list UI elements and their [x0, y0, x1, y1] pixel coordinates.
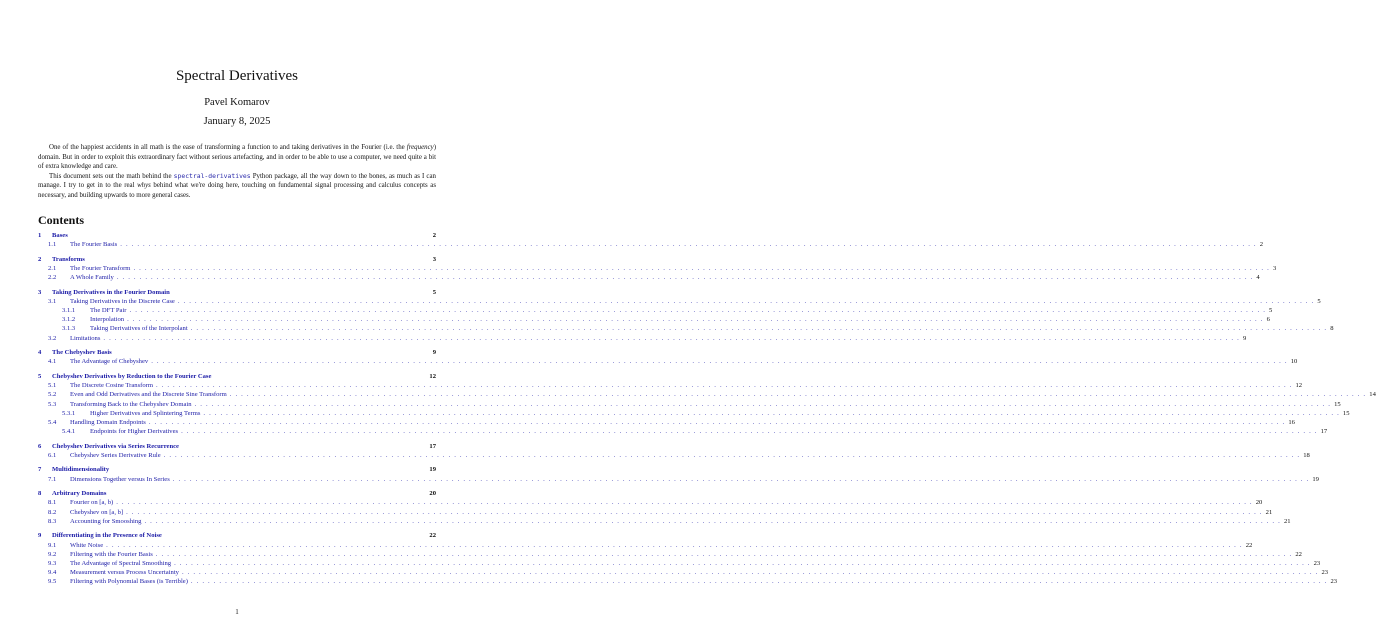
toc-entry-number: 9.1 [48, 541, 57, 549]
toc-entry-number: 7.1 [48, 475, 57, 483]
toc-section-entry[interactable] [38, 373, 436, 382]
toc-leader-dots: . . . . . . . . . . . . . . . . . . . . . . . . . . . . . . . . . . . . . . . . . . . . . . . . . . . . . . . . . . . . . . . . . . . . . . . . . . . . . . . . . . . . . . . . . . . . . . . . . . . . . . . . . . . . . . . . . . . . . . . . . . . . . . . . . . . . . . . . . . . . . . . . . . . . . . . . . . . . . . . . . . . . . . . . . . . . . . . . . . . . . . . . . . . . . . . . . . . . . . . . [177, 297, 1315, 305]
toc-subsection-entry[interactable] [38, 264, 1277, 274]
toc-entry-page: 22 [429, 532, 436, 540]
toc-entry-page: 5 [1269, 307, 1273, 315]
toc-entry-number: 1 [38, 232, 42, 239]
toc-entry-page: 9 [432, 349, 436, 357]
toc-entry-label: Interpolation [90, 316, 125, 324]
toc-entry-number: 9.2 [48, 550, 57, 558]
toc-leader-dots: . . . . . . . . . . . . . . . . . . . . . . . . . . . . . . . . . . . . . . . . . . . . . . . . . . . . . . . . . . . . . . . . . . . . . . . . . . . . . . . . . . . . . . . . . . . . . . . . . . . . . . . . . . . . . . . . . . . . . . . . . . . . . . . . . . . . . . . . . . . . . . . . . . . . . . . . . . . . . . . . . . . . . . . . . . . . . . . . . . . . . . . . . . . . . . . . . . . . . . . . [127, 316, 1264, 324]
toc-entry-number: 9.3 [48, 559, 57, 567]
toc-leader-dots: . . . . . . . . . . . . . . . . . . . . . . . . . . . . . . . . . . . . . . . . . . . . . . . . . . . . . . . . . . . . . . . . . . . . . . . . . . . . . . . . . . . . . . . . . . . . . . . . . . . . . . . . . . . . . . . . . . . . . . . . . . . . . . . . . . . . . . . . . . . . . . . . . . . . . . . . . . . . . . . . . . . . . . . . . . . . . . . . . . . . . . . . . . . . . . . . . . . . . . . . [151, 358, 1288, 366]
abstract-paragraph-2 [38, 172, 436, 201]
toc-leader-dots: . . . . . . . . . . . . . . . . . . . . . . . . . . . . . . . . . . . . . . . . . . . . . . . . . . . . . . . . . . . . . . . . . . . . . . . . . . . . . . . . . . . . . . . . . . . . . . . . . . . . . . . . . . . . . . . . . . . . . . . . . . . . . . . . . . . . . . . . . . . . . . . . . . . . . . . . . . . . . . . . . . . . . . . . . . . . . . . . . . . . . . . . . . . . . . . . . . . . . . . . [148, 418, 1286, 426]
toc-entry-page: 21 [1283, 517, 1291, 525]
toc-entry-page: 22 [1295, 550, 1302, 558]
toc-entry-number: 6 [38, 442, 42, 450]
toc-entry-page: 18 [1303, 451, 1310, 459]
toc-entry-page: 19 [429, 466, 436, 474]
page-number: 1 [235, 608, 239, 616]
toc-section-entry[interactable] [38, 532, 436, 541]
toc-leader-dots: . . . . . . . . . . . . . . . . . . . . . . . . . . . . . . . . . . . . . . . . . . . . . . . . . . . . . . . . . . . . . . . . . . . . . . . . . . . . . . . . . . . . . . . . . . . . . . . . . . . . . . . . . . . . . . . . . . . . . . . . . . . . . . . . . . . . . . . . . . . . . . . . . . . . . . . . . . . . . . . . . . . . . . . . . . . . . . . . . . . . . . . . . . . . . . . . . . . . . . . . [174, 559, 1311, 567]
toc-entry-label: Chebyshev Series Derivative Rule [70, 451, 161, 459]
toc-entry-page: 12 [1295, 382, 1303, 390]
toc-entry-page: 3 [1272, 264, 1277, 272]
toc-entry-label: Filtering with the Fourier Basis [70, 550, 153, 558]
toc-entry-page: 20 [1255, 499, 1263, 507]
toc-subsection-entry[interactable] [38, 541, 1253, 551]
toc-leader-dots: . . . . . . . . . . . . . . . . . . . . . . . . . . . . . . . . . . . . . . . . . . . . . . . . . . . . . . . . . . . . . . . . . . . . . . . . . . . . . . . . . . . . . . . . . . . . . . . . . . . . . . . . . . . . . . . . . . . . . . . . . . . . . . . . . . . . . . . . . . . . . . . . . . . . . . . . . . . . . . . . . . . . . . . . . . . . . . . . . . . . . . . . . . . . . . . . . . . . . . . . [172, 475, 1310, 483]
toc-subsection-entry[interactable] [38, 307, 1273, 316]
toc-subsection-entry[interactable] [38, 475, 1319, 485]
toc-subsection-entry[interactable] [38, 578, 1338, 587]
toc-entry-page: 12 [429, 373, 436, 380]
toc-subsection-entry[interactable] [38, 418, 1295, 428]
toc-entry-label: Handling Domain Endpoints [70, 418, 146, 426]
toc-entry-label: Fourier on [a, b) [70, 499, 114, 507]
toc-entry-label: Bases [52, 232, 68, 239]
toc-entry-number: 2.2 [48, 274, 57, 282]
toc-entry-page: 15 [1342, 409, 1350, 417]
toc-entry-number: 5.3.1 [62, 409, 76, 417]
toc-entry-number: 3.1 [48, 297, 57, 305]
abstract-text: Python package, all the way down to the bones, as much as I can manage. I try to get in to the real [38, 172, 436, 190]
toc-entry-page: 14 [1369, 391, 1376, 399]
toc-leader-dots: . . . . . . . . . . . . . . . . . . . . . . . . . . . . . . . . . . . . . . . . . . . . . . . . . . . . . . . . . . . . . . . . . . . . . . . . . . . . . . . . . . . . . . . . . . . . . . . . . . . . . . . . . . . . . . . . . . . . . . . . . . . . . . . . . . . . . . . . . . . . . . . . . . . . . . . . . . . . . . . . . . . . . . . . . . . . . . . . . . . . . . . . . . . . . . . . . . . . . . . . [203, 409, 1340, 417]
toc-entry-number: 5.4.1 [62, 428, 76, 436]
toc-section-entry[interactable] [38, 466, 436, 475]
toc-leader-dots: . . . . . . . . . . . . . . . . . . . . . . . . . . . . . . . . . . . . . . . . . . . . . . . . . . . . . . . . . . . . . . . . . . . . . . . . . . . . . . . . . . . . . . . . . . . . . . . . . . . . . . . . . . . . . . . . . . . . . . . . . . . . . . . . . . . . . . . . . . . . . . . . . . . . . . . . . . . . . . . . . . . . . . . . . . . . . . . . . . . . . . . . . . . . . . . . . . . . . . . . [190, 578, 1328, 586]
paper-date: January 8, 2025 [203, 116, 271, 127]
toc-subsection-entry[interactable] [38, 316, 1270, 325]
toc-leader-dots: . . . . . . . . . . . . . . . . . . . . . . . . . . . . . . . . . . . . . . . . . . . . . . . . . . . . . . . . . . . . . . . . . . . . . . . . . . . . . . . . . . . . . . . . . . . . . . . . . . . . . . . . . . . . . . . . . . . . . . . . . . . . . . . . . . . . . . . . . . . . . . . . . . . . . . . . . . . . . . . . . . . . . . . . . . . . . . . . . . . . . . . . . . . . . . . . . . . . . . . . [126, 508, 1263, 516]
toc-entry-label: Multidimensionality [52, 466, 110, 474]
abstract-emphasis: frequency [406, 144, 434, 151]
toc-entry-number: 7 [38, 466, 42, 474]
toc-entry-label: The Advantage of Spectral Smoothing [70, 559, 172, 567]
toc-entry-label: Taking Derivatives of the Interpolant [90, 325, 188, 333]
toc-entry-number: 8 [38, 490, 42, 498]
toc-entry-number: 2.1 [48, 264, 57, 272]
toc-entry-number: 9.5 [48, 578, 57, 586]
toc-entry-number: 3 [38, 288, 42, 296]
toc-entry-number: 5.4 [48, 418, 57, 426]
toc-entry-label: The Chebyshev Basis [52, 349, 112, 357]
toc-entry-label: Chebyshev on [a, b] [70, 508, 124, 516]
toc-leader-dots: . . . . . . . . . . . . . . . . . . . . . . . . . . . . . . . . . . . . . . . . . . . . . . . . . . . . . . . . . . . . . . . . . . . . . . . . . . . . . . . . . . . . . . . . . . . . . . . . . . . . . . . . . . . . . . . . . . . . . . . . . . . . . . . . . . . . . . . . . . . . . . . . . . . . . . . . . . . . . . . . . . . . . . . . . . . . . . . . . . . . . . . . . . . . . . . . . . . . . . . . [181, 569, 1319, 577]
toc-entry-label: Chebyshev Derivatives via Series Recurrence [52, 442, 179, 450]
toc-subsection-entry[interactable] [38, 409, 1350, 419]
toc-section-entry[interactable] [38, 443, 436, 452]
toc-entry-number: 9 [38, 532, 42, 540]
toc-entry-page: 23 [1321, 569, 1329, 577]
abstract-text: One of the happiest accidents in all math is the ease of transforming a function to and taking derivatives in the Fourier (i.e. the [49, 144, 407, 151]
table-of-contents [38, 232, 1376, 588]
toc-entry-number: 2 [38, 255, 42, 263]
toc-entry-number: 5.2 [48, 391, 57, 399]
toc-subsection-entry[interactable] [38, 382, 1303, 391]
toc-entry-label: The Advantage of Chebyshev [70, 358, 149, 366]
toc-entry-page: 23 [1313, 559, 1321, 567]
paper-author: Pavel Komarov [204, 97, 270, 108]
toc-entry-label: Taking Derivatives in the Fourier Domain [52, 288, 170, 296]
toc-entry-page: 9 [1242, 334, 1247, 342]
toc-entry-label: Differentiating in the Presence of Noise [52, 532, 162, 540]
toc-entry-label: Measurement versus Process Uncertainty [70, 569, 179, 577]
toc-entry-label: Limitations [70, 334, 101, 342]
toc-leader-dots: . . . . . . . . . . . . . . . . . . . . . . . . . . . . . . . . . . . . . . . . . . . . . . . . . . . . . . . . . . . . . . . . . . . . . . . . . . . . . . . . . . . . . . . . . . . . . . . . . . . . . . . . . . . . . . . . . . . . . . . . . . . . . . . . . . . . . . . . . . . . . . . . . . . . . . . . . . . . . . . . . . . . . . . . . . . . . . . . . . . . . . . . . . . . . . . . . . . . . . . . [133, 264, 1270, 272]
toc-leader-dots: . . . . . . . . . . . . . . . . . . . . . . . . . . . . . . . . . . . . . . . . . . . . . . . . . . . . . . . . . . . . . . . . . . . . . . . . . . . . . . . . . . . . . . . . . . . . . . . . . . . . . . . . . . . . . . . . . . . . . . . . . . . . . . . . . . . . . . . . . . . . . . . . . . . . . . . . . . . . . . . . . . . . . . . . . . . . . . . . . . . . . . . . . . . . . . . . . . . . . . . . [120, 241, 1257, 249]
toc-entry-label: The Discrete Cosine Transform [70, 382, 153, 390]
abstract-text: ) domain. But in order to exploit this extraordinary fact without serious artefacting, and in order to be able to use a computer, we need quite a bit of extra knowledge and care. [38, 144, 436, 171]
toc-section-entry[interactable] [38, 490, 436, 499]
toc-entry-page: 6 [1266, 316, 1270, 324]
toc-entry-page: 22 [1245, 541, 1253, 549]
toc-section-entry[interactable] [38, 289, 436, 298]
toc-subsection-entry[interactable] [38, 241, 1264, 250]
toc-entry-number: 3.1.1 [62, 307, 76, 315]
toc-leader-dots: . . . . . . . . . . . . . . . . . . . . . . . . . . . . . . . . . . . . . . . . . . . . . . . . . . . . . . . . . . . . . . . . . . . . . . . . . . . . . . . . . . . . . . . . . . . . . . . . . . . . . . . . . . . . . . . . . . . . . . . . . . . . . . . . . . . . . . . . . . . . . . . . . . . . . . . . . . . . . . . . . . . . . . . . . . . . . . . . . . . . . . . . . . . . . . . . . . . . . . . . [116, 499, 1253, 507]
toc-entry-label: Accounting for Smooshing [70, 517, 142, 525]
package-name-link[interactable]: spectral-derivatives [173, 171, 251, 180]
toc-entry-label: Arbitrary Domains [52, 490, 107, 498]
toc-entry-page: 15 [1334, 400, 1341, 408]
toc-subsection-entry[interactable] [38, 508, 1273, 518]
toc-entry-number: 3.2 [48, 334, 57, 342]
toc-entry-label: A Whole Family [70, 274, 114, 282]
toc-entry-label: The Fourier Transform [70, 264, 131, 272]
toc-entry-number: 6.1 [48, 451, 57, 459]
toc-entry-label: The DFT Pair [90, 307, 127, 315]
toc-entry-number: 4.1 [48, 358, 57, 366]
toc-subsection-entry[interactable] [38, 325, 1334, 334]
toc-entry-label: Transforming Back to the Chebyshev Domain [70, 400, 192, 408]
toc-entry-page: 2 [1259, 241, 1264, 249]
toc-leader-dots: . . . . . . . . . . . . . . . . . . . . . . . . . . . . . . . . . . . . . . . . . . . . . . . . . . . . . . . . . . . . . . . . . . . . . . . . . . . . . . . . . . . . . . . . . . . . . . . . . . . . . . . . . . . . . . . . . . . . . . . . . . . . . . . . . . . . . . . . . . . . . . . . . . . . . . . . . . . . . . . . . . . . . . . . . . . . . . . . . . . . . . . . . . . . . . . . . . . . . . . . [181, 428, 1318, 436]
toc-subsection-entry[interactable] [38, 569, 1329, 578]
toc-entry-page: 5 [1317, 297, 1321, 305]
toc-subsection-entry[interactable] [38, 499, 1263, 508]
toc-entry-number: 5 [38, 373, 42, 380]
paper-title: Spectral Derivatives [175, 68, 299, 84]
toc-entry-label: Higher Derivatives and Splintering Terms [90, 409, 201, 417]
toc-entry-page: 3 [432, 255, 436, 263]
toc-subsection-entry[interactable] [38, 517, 1291, 527]
abstract-paragraph-1 [38, 143, 436, 172]
toc-subsection-entry[interactable] [38, 297, 1321, 307]
toc-entry-page: 2 [432, 232, 436, 239]
toc-entry-number: 3.1.2 [62, 316, 76, 324]
toc-leader-dots: . . . . . . . . . . . . . . . . . . . . . . . . . . . . . . . . . . . . . . . . . . . . . . . . . . . . . . . . . . . . . . . . . . . . . . . . . . . . . . . . . . . . . . . . . . . . . . . . . . . . . . . . . . . . . . . . . . . . . . . . . . . . . . . . . . . . . . . . . . . . . . . . . . . . . . . . . . . . . . . . . . . . . . . . . . . . . . . . . . . . . . . . . . . . . . . . . . . . . . . . [155, 382, 1293, 390]
toc-entry-page: 16 [1288, 418, 1295, 426]
toc-entry-page: 17 [1320, 428, 1328, 436]
toc-subsection-entry[interactable] [38, 559, 1321, 569]
toc-entry-page: 8 [1330, 325, 1334, 333]
toc-subsection-entry[interactable] [38, 400, 1341, 410]
toc-entry-number: 9.4 [48, 569, 57, 577]
toc-subsection-entry[interactable] [38, 451, 1310, 461]
contents-heading: Contents [38, 213, 85, 227]
toc-entry-page: 19 [1312, 475, 1319, 483]
toc-leader-dots: . . . . . . . . . . . . . . . . . . . . . . . . . . . . . . . . . . . . . . . . . . . . . . . . . . . . . . . . . . . . . . . . . . . . . . . . . . . . . . . . . . . . . . . . . . . . . . . . . . . . . . . . . . . . . . . . . . . . . . . . . . . . . . . . . . . . . . . . . . . . . . . . . . . . . . . . . . . . . . . . . . . . . . . . . . . . . . . . . . . . . . . . . . . . . . . . . . . . . . . . [103, 334, 1240, 342]
toc-entry-page: 20 [429, 490, 436, 498]
toc-entry-page: 4 [1256, 274, 1260, 282]
toc-entry-label: Filtering with Polynomial Bases (is Terrible) [70, 578, 188, 586]
toc-entry-label: Endpoints for Higher Derivatives [90, 428, 179, 436]
toc-leader-dots: . . . . . . . . . . . . . . . . . . . . . . . . . . . . . . . . . . . . . . . . . . . . . . . . . . . . . . . . . . . . . . . . . . . . . . . . . . . . . . . . . . . . . . . . . . . . . . . . . . . . . . . . . . . . . . . . . . . . . . . . . . . . . . . . . . . . . . . . . . . . . . . . . . . . . . . . . . . . . . . . . . . . . . . . . . . . . . . . . . . . . . . . . . . . . . . . . . . . . . . . [229, 391, 1367, 399]
abstract [38, 143, 436, 201]
toc-subsection-entry[interactable] [38, 334, 1247, 344]
toc-entry-label: The Fourier Basis [70, 241, 118, 249]
toc-entry-number: 5.1 [48, 382, 57, 390]
toc-leader-dots: . . . . . . . . . . . . . . . . . . . . . . . . . . . . . . . . . . . . . . . . . . . . . . . . . . . . . . . . . . . . . . . . . . . . . . . . . . . . . . . . . . . . . . . . . . . . . . . . . . . . . . . . . . . . . . . . . . . . . . . . . . . . . . . . . . . . . . . . . . . . . . . . . . . . . . . . . . . . . . . . . . . . . . . . . . . . . . . . . . . . . . . . . . . . . . . . . . . . . . . . [106, 541, 1243, 549]
toc-leader-dots: . . . . . . . . . . . . . . . . . . . . . . . . . . . . . . . . . . . . . . . . . . . . . . . . . . . . . . . . . . . . . . . . . . . . . . . . . . . . . . . . . . . . . . . . . . . . . . . . . . . . . . . . . . . . . . . . . . . . . . . . . . . . . . . . . . . . . . . . . . . . . . . . . . . . . . . . . . . . . . . . . . . . . . . . . . . . . . . . . . . . . . . . . . . . . . . . . . . . . . . . [116, 274, 1254, 282]
toc-subsection-entry[interactable] [38, 274, 1260, 283]
toc-entry-page: 17 [429, 442, 436, 450]
toc-entry-label: Taking Derivatives in the Discrete Case [70, 297, 175, 305]
toc-leader-dots: . . . . . . . . . . . . . . . . . . . . . . . . . . . . . . . . . . . . . . . . . . . . . . . . . . . . . . . . . . . . . . . . . . . . . . . . . . . . . . . . . . . . . . . . . . . . . . . . . . . . . . . . . . . . . . . . . . . . . . . . . . . . . . . . . . . . . . . . . . . . . . . . . . . . . . . . . . . . . . . . . . . . . . . . . . . . . . . . . . . . . . . . . . . . . . . . . . . . . . . . [155, 550, 1293, 558]
toc-section-entry[interactable] [38, 256, 436, 265]
toc-entry-number: 3.1.3 [62, 325, 76, 333]
toc-entry-label: Even and Odd Derivatives and the Discrete Sine Transform [70, 391, 227, 399]
abstract-text: behind what we're doing here, touching on fundamental signal processing and calculus concepts as necessary, and building upwards to more general cases. [38, 182, 436, 199]
toc-entry-page: 23 [1330, 578, 1338, 586]
toc-leader-dots: . . . . . . . . . . . . . . . . . . . . . . . . . . . . . . . . . . . . . . . . . . . . . . . . . . . . . . . . . . . . . . . . . . . . . . . . . . . . . . . . . . . . . . . . . . . . . . . . . . . . . . . . . . . . . . . . . . . . . . . . . . . . . . . . . . . . . . . . . . . . . . . . . . . . . . . . . . . . . . . . . . . . . . . . . . . . . . . . . . . . . . . . . . . . . . . . . . . . . . . . [194, 400, 1332, 408]
toc-subsection-entry[interactable] [38, 391, 1376, 400]
abstract-text: This document sets out the math behind the [49, 172, 174, 180]
toc-entry-number: 8.2 [48, 508, 57, 516]
toc-entry-number: 4 [38, 349, 42, 357]
toc-entry-number: 1.1 [48, 241, 57, 249]
toc-subsection-entry[interactable] [38, 428, 1328, 437]
toc-entry-number: 8.3 [48, 517, 57, 525]
toc-section-entry[interactable] [38, 232, 436, 241]
toc-leader-dots: . . . . . . . . . . . . . . . . . . . . . . . . . . . . . . . . . . . . . . . . . . . . . . . . . . . . . . . . . . . . . . . . . . . . . . . . . . . . . . . . . . . . . . . . . . . . . . . . . . . . . . . . . . . . . . . . . . . . . . . . . . . . . . . . . . . . . . . . . . . . . . . . . . . . . . . . . . . . . . . . . . . . . . . . . . . . . . . . . . . . . . . . . . . . . . . . . . . . . . . . [144, 517, 1281, 525]
toc-entry-label: Transforms [52, 255, 85, 263]
toc-entry-label: Dimensions Together versus In Series [70, 475, 170, 483]
toc-subsection-entry[interactable] [38, 358, 1298, 367]
abstract-emphasis: whys [137, 182, 151, 190]
toc-entry-page: 10 [1290, 358, 1298, 366]
toc-leader-dots: . . . . . . . . . . . . . . . . . . . . . . . . . . . . . . . . . . . . . . . . . . . . . . . . . . . . . . . . . . . . . . . . . . . . . . . . . . . . . . . . . . . . . . . . . . . . . . . . . . . . . . . . . . . . . . . . . . . . . . . . . . . . . . . . . . . . . . . . . . . . . . . . . . . . . . . . . . . . . . . . . . . . . . . . . . . . . . . . . . . . . . . . . . . . . . . . . . . . . . . . [129, 307, 1267, 315]
toc-subsection-entry[interactable] [38, 550, 1302, 560]
toc-leader-dots: . . . . . . . . . . . . . . . . . . . . . . . . . . . . . . . . . . . . . . . . . . . . . . . . . . . . . . . . . . . . . . . . . . . . . . . . . . . . . . . . . . . . . . . . . . . . . . . . . . . . . . . . . . . . . . . . . . . . . . . . . . . . . . . . . . . . . . . . . . . . . . . . . . . . . . . . . . . . . . . . . . . . . . . . . . . . . . . . . . . . . . . . . . . . . . . . . . . . . . . . [190, 325, 1328, 333]
toc-entry-number: 8.1 [48, 499, 57, 507]
toc-entry-page: 5 [432, 288, 436, 296]
toc-entry-label: Chebyshev Derivatives by Reduction to the Fourier Case [52, 373, 212, 380]
toc-entry-number: 5.3 [48, 400, 57, 408]
toc-entry-label: White Noise [70, 541, 104, 549]
toc-section-entry[interactable] [38, 349, 436, 358]
toc-entry-page: 21 [1265, 508, 1273, 516]
toc-leader-dots: . . . . . . . . . . . . . . . . . . . . . . . . . . . . . . . . . . . . . . . . . . . . . . . . . . . . . . . . . . . . . . . . . . . . . . . . . . . . . . . . . . . . . . . . . . . . . . . . . . . . . . . . . . . . . . . . . . . . . . . . . . . . . . . . . . . . . . . . . . . . . . . . . . . . . . . . . . . . . . . . . . . . . . . . . . . . . . . . . . . . . . . . . . . . . . . . . . . . . . . . [163, 451, 1301, 459]
